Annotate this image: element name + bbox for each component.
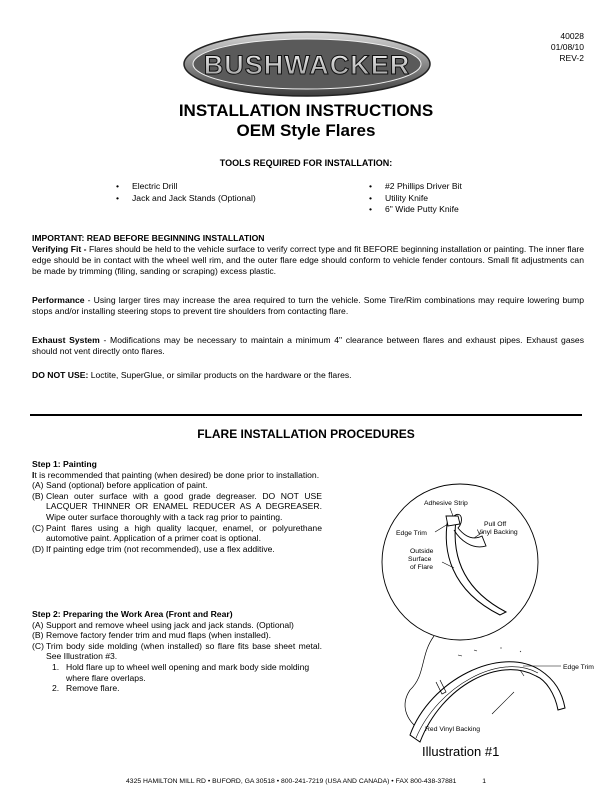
footer — [0, 778, 612, 785]
item-label: (A) — [32, 619, 44, 630]
exhaust-label: Exhaust System — [32, 335, 100, 345]
item-label: (B) — [32, 630, 44, 641]
item-label: (D) — [32, 543, 44, 554]
do-not-use-label: DO NOT USE: — [32, 370, 89, 380]
label-of-flare: of Flare — [410, 564, 434, 571]
item-label: (A) — [32, 480, 44, 491]
label-red-vinyl-backing: Red Vinyl Backing — [425, 726, 481, 733]
item-text: Trim body side molding (when installed) so flare fits base sheet metal. See Illustration #3. — [46, 640, 322, 662]
page-number: 1 — [482, 778, 486, 785]
edge-trim-shape — [446, 516, 460, 526]
label-adhesive-strip: Adhesive Strip — [424, 500, 468, 507]
important-notice — [32, 233, 584, 277]
label-edge-trim-2: Edge Trim — [563, 664, 594, 671]
step-2-item-a — [32, 620, 322, 631]
page-subtitle: OEM Style Flares — [236, 121, 376, 140]
illustration-1 — [350, 480, 594, 770]
subitem-label: 2. — [52, 683, 60, 694]
item-text: Paint flares using a high quality lacquer, enamel, or polyurethane automotive paint. Application of a primer coat is optional. — [46, 522, 322, 544]
tool-item: • Electric Drill — [113, 181, 256, 193]
label-outside: Outside — [410, 548, 434, 555]
label-vinyl-backing: Vinyl Backing — [477, 529, 518, 536]
label-surface: Surface — [408, 556, 432, 563]
section-heading: FLARE INSTALLATION PROCEDURES — [197, 427, 415, 441]
step-2-subitem-1 — [32, 662, 322, 683]
tools-heading: TOOLS REQUIRED FOR INSTALLATION: — [219, 158, 393, 168]
bushwacker-logo — [182, 30, 432, 98]
tools-list-left — [113, 181, 256, 204]
subitem-text: Remove flare. — [66, 683, 120, 694]
important-heading: IMPORTANT: READ BEFORE BEGINNING INSTALLATION — [32, 233, 265, 243]
do-not-use-note — [32, 370, 584, 381]
step-2-item-b — [32, 630, 322, 641]
step-1-item-d — [32, 544, 322, 555]
item-text: Support and remove wheel using jack and jack stands. (Optional) — [46, 619, 294, 630]
verify-fit-label: Verifying Fit - — [32, 244, 87, 254]
step-1-item-b — [32, 491, 322, 523]
step-1-intro-initial: I — [32, 469, 35, 480]
illustration-caption: Illustration #1 — [422, 744, 500, 759]
step-2-subitem-2 — [32, 683, 322, 694]
subitem-text: Hold flare up to wheel well opening and mark body side molding where flare overlaps. — [66, 661, 310, 683]
subitem-label: 1. — [52, 661, 60, 672]
label-pull-off: Pull Off — [484, 521, 507, 528]
exhaust-text: - Modifications may be necessary to maintain a minimum 4" clearance between flares and exhaust pipes. Exhaust gases should not vent directly onto flares. — [32, 335, 584, 356]
revision: REV-2 — [559, 53, 584, 63]
tool-item: • Utility Knife — [366, 193, 462, 205]
item-label: (B) — [32, 490, 44, 501]
step-1-heading: Step 1: Painting — [32, 459, 97, 469]
step-1-intro-text: t is recommended that painting (when desired) be done prior to installation. — [34, 469, 320, 480]
item-text: Clean outer surface with a good grade degreaser. DO NOT USE LACQUER THINNER OR ENAMEL REDUCER AS A DEGREASER. Wipe outer surface thoroughly with a tack rag prior to painting. — [46, 490, 322, 522]
performance-text: - Using larger tires may increase the area required to turn the vehicle. Some Tire/Rim combinations may require lowering bump stops and/or installing steering stops to prevent tire shoulders from contacting flare. — [32, 295, 584, 316]
detail-circle — [382, 484, 538, 640]
step-2-preparing — [32, 609, 322, 694]
section-divider — [30, 414, 582, 416]
label-edge-trim: Edge Trim — [396, 530, 427, 537]
step-2-heading: Step 2: Preparing the Work Area (Front and Rear) — [32, 609, 233, 619]
step-2-item-c — [32, 641, 322, 662]
exhaust-note — [32, 335, 584, 357]
tools-list-right — [366, 181, 462, 216]
item-text: Sand (optional) before application of paint. — [46, 480, 208, 491]
step-1-item-a — [32, 480, 322, 491]
item-text: If painting edge trim (not recommended), use a flex additive. — [46, 543, 275, 554]
footer-address: 4325 HAMILTON MILL RD • BUFORD, GA 30518 • 800-241-7219 (USA AND CANADA) • FAX 800-438-37881 — [126, 778, 457, 785]
performance-note — [32, 295, 584, 317]
step-1-item-c — [32, 523, 322, 544]
item-label: (C) — [32, 640, 44, 651]
item-label: (C) — [32, 522, 44, 533]
tool-item: • Jack and Jack Stands (Optional) — [113, 193, 256, 205]
page-title: INSTALLATION INSTRUCTIONS — [178, 101, 434, 120]
verify-fit-text: Flares should be held to the vehicle surface to verify correct type and fit BEFORE beginning installation or painting. The inner flare edge should be in contact with the wheel well rim, and the outer flare edge should conform to vehicle fender contours. Small fit adjustments can be made by trimming (filing, sanding or scraping) excess plastic. — [32, 244, 584, 276]
part-number: 40028 — [560, 31, 584, 41]
document-date: 01/08/10 — [550, 42, 584, 52]
item-text: Remove factory fender trim and mud flaps (when installed). — [46, 630, 271, 641]
step-1-painting — [32, 459, 322, 554]
tool-item: • 6" Wide Putty Knife — [366, 204, 462, 216]
tool-item: • #2 Phillips Driver Bit — [366, 181, 462, 193]
do-not-use-text: Loctite, SuperGlue, or similar products on the hardware or the flares. — [88, 370, 352, 380]
leader-line — [492, 692, 514, 714]
step-1-intro — [32, 470, 322, 481]
performance-label: Performance — [32, 295, 85, 305]
logo-text: BUSHWACKER — [203, 50, 411, 80]
document-info — [551, 31, 584, 64]
